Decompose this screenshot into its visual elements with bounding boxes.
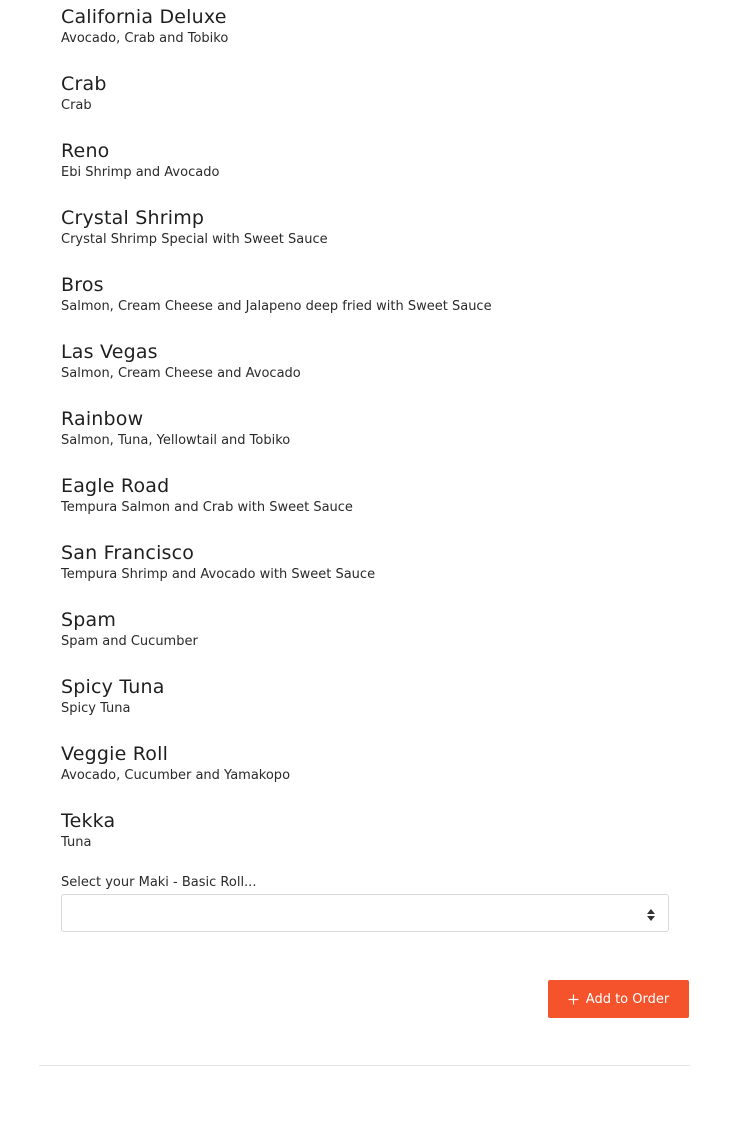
menu-item	[61, 742, 681, 809]
menu-item	[61, 72, 681, 139]
menu-item	[61, 474, 681, 541]
menu-item	[61, 5, 681, 72]
menu-item	[61, 407, 681, 474]
menu-item	[61, 206, 681, 273]
add-to-order-label: Add to Order	[585, 991, 670, 1007]
menu-item-description: Crystal Shrimp Special with Sweet Sauce	[61, 232, 328, 247]
menu-item-description: Tempura Shrimp and Avocado with Sweet Sauce	[61, 567, 376, 582]
menu-item-name: Crystal Shrimp	[61, 207, 205, 229]
menu-item-name: Bros	[61, 274, 104, 296]
menu-item-description: Crab	[61, 98, 92, 113]
plus-icon	[568, 994, 579, 1005]
menu-item-name: Spicy Tuna	[61, 676, 165, 698]
menu-item-description: Spicy Tuna	[61, 701, 131, 716]
menu-item-name: Reno	[61, 140, 110, 162]
menu-item	[61, 340, 681, 407]
menu-item-name: California Deluxe	[61, 6, 227, 28]
menu-item-description: Spam and Cucumber	[61, 634, 198, 649]
menu-item-name: Rainbow	[61, 408, 144, 430]
menu-item	[61, 139, 681, 206]
menu-item-list	[61, 5, 681, 876]
menu-item-description: Salmon, Cream Cheese and Jalapeno deep fried with Sweet Sauce	[61, 299, 492, 314]
menu-item	[61, 541, 681, 608]
maki-select[interactable]	[61, 894, 669, 932]
menu-item-description: Tuna	[61, 835, 92, 850]
menu-item-name: Spam	[61, 609, 117, 631]
menu-item	[61, 608, 681, 675]
maki-select-label: Select your Maki - Basic Roll...	[61, 875, 257, 890]
menu-item-description: Tempura Salmon and Crab with Sweet Sauce	[61, 500, 353, 515]
menu-item-name: Tekka	[61, 810, 116, 832]
menu-item-name: Veggie Roll	[61, 743, 169, 765]
menu-item-name: San Francisco	[61, 542, 195, 564]
menu-item-description: Salmon, Cream Cheese and Avocado	[61, 366, 301, 381]
menu-item-name: Las Vegas	[61, 341, 158, 363]
menu-item	[61, 675, 681, 742]
menu-item	[61, 273, 681, 340]
add-to-order-button[interactable]	[548, 980, 689, 1018]
menu-item	[61, 809, 681, 876]
section-divider	[39, 1065, 690, 1066]
menu-item-description: Salmon, Tuna, Yellowtail and Tobiko	[61, 433, 291, 448]
menu-item-name: Crab	[61, 73, 107, 95]
sort-arrows-icon	[646, 907, 656, 921]
menu-item-name: Eagle Road	[61, 475, 170, 497]
menu-item-description: Avocado, Cucumber and Yamakopo	[61, 768, 291, 783]
menu-item-description: Ebi Shrimp and Avocado	[61, 165, 220, 180]
menu-item-description: Avocado, Crab and Tobiko	[61, 31, 229, 46]
